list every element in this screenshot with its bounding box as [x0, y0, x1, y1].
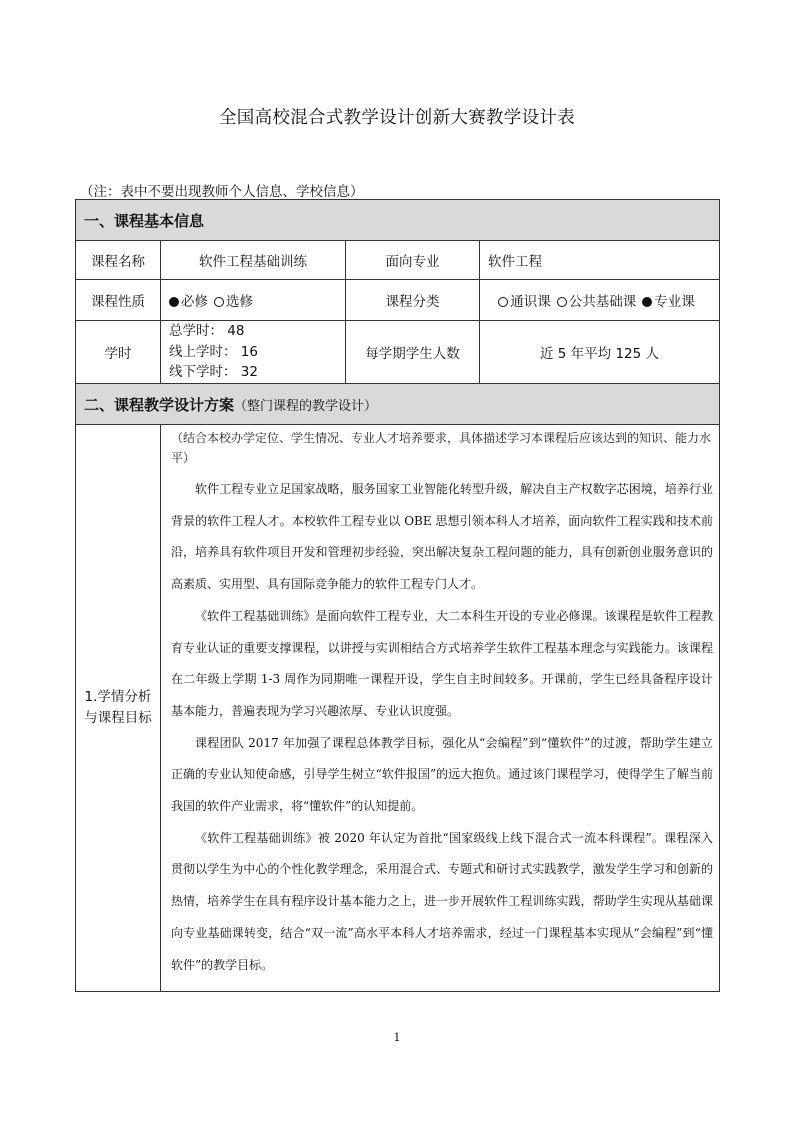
section-design-header [76, 384, 720, 425]
document-title: 全国高校混合式教学设计创新大赛教学设计表 [219, 108, 575, 128]
analysis-paragraph-2: 《软件工程基础训练》是面向软件工程专业，大二本科生开设的专业必修课。该课程是软件工程教育专业认证的重要支撑课程，以讲授与实训相结合方式培养学生软件工程基本理念与实践能力。该课程在二年级上学期 1-3 周作为同期唯一课程开设，学生自主时间较多。开课前，学生已经具备程序设计基本能力，普遍表现为学习兴趣浓厚、专业认识度强。 [171, 608, 714, 718]
section-basic-info-title: 一、课程基本信息 [84, 211, 205, 230]
radio-filled-icon [169, 297, 179, 307]
section-design-subtitle: （整门课程的教学设计） [234, 398, 378, 414]
section-design-title: 二、课程教学设计方案 [84, 395, 235, 414]
major-label: 面向专业 [346, 241, 480, 280]
page-number: 1 [393, 1031, 401, 1044]
analysis-content [161, 425, 720, 992]
section-basic-info-header [76, 200, 720, 241]
major-value: 软件工程 [480, 241, 720, 280]
course-nature-label: 课程性质 [76, 280, 161, 321]
radio-filled-icon [642, 297, 652, 307]
radio-empty-icon [557, 297, 567, 307]
nature-option-elective[interactable]: 选修 [214, 294, 253, 310]
online-hours: 线上学时： 16 [169, 343, 258, 360]
analysis-paragraph-1: 软件工程专业立足国家战略，服务国家工业智能化转型升级，解决自主产权数字芯困境，培养行业背景的软件工程人才。本校软件工程专业以 OBE 思想引领本科人才培养，面向软件工程实践和技术前沿，培养具有软件项目开发和管理初步经验，突出解决复杂工程问题的能力，具有创新创业服务意识的高素质、实用型、具有国际竞争能力的软件工程专门人才。 [171, 482, 714, 592]
design-table [75, 199, 720, 992]
course-category-label: 课程分类 [346, 280, 480, 321]
category-option-general[interactable]: 通识课 [498, 294, 551, 310]
nature-option-required[interactable]: 必修 [169, 294, 208, 310]
students-value: 近 5 年平均 125 人 [480, 321, 720, 384]
analysis-paragraph-4: 《软件工程基础训练》被 2020 年认定为首批“国家级线上线下混合式一流本科课程”。课程深入贯彻以学生为中心的个性化教学理念，采用混合式、专题式和研讨式实践教学，激发学生学习和创新的热情，培养学生在具有程序设计基本能力之上，进一步开展软件工程训练实践，帮助学生实现从基础课向专业基础课转变，结合“双一流”高水平本科人才培养需求，经过一门课程基本实现从“会编程”到“懂软件”的教学目标。 [171, 830, 714, 972]
students-label: 每学期学生人数 [346, 321, 480, 384]
analysis-hint: （结合本校办学定位、学生情况、专业人才培养要求，具体描述学习本课程后应该达到的知识、能力水平） [171, 431, 712, 465]
course-category-options [480, 280, 720, 321]
total-hours: 总学时： 48 [169, 323, 245, 340]
category-option-public-basic[interactable]: 公共基础课 [557, 294, 637, 310]
offline-hours: 线下学时： 32 [169, 364, 258, 381]
course-nature-options [161, 280, 346, 321]
radio-empty-icon [498, 297, 508, 307]
analysis-label: 1.学情分析 与课程目标 [76, 425, 161, 992]
course-name-value: 软件工程基础训练 [161, 241, 346, 280]
hours-values [161, 321, 346, 384]
table-note: （注：表中不要出现教师个人信息、学校信息） [80, 184, 364, 200]
hours-label: 学时 [76, 321, 161, 384]
category-option-major[interactable]: 专业课 [642, 294, 695, 310]
course-name-label: 课程名称 [76, 241, 161, 280]
analysis-paragraph-3: 课程团队 2017 年加强了课程总体教学目标，强化从“会编程”到“懂软件”的过渡，帮助学生建立正确的专业认知使命感，引导学生树立“软件报国”的远大抱负。通过该门课程学习，使得学生了解当前我国的软件产业需求，将“懂软件”的认知提前。 [171, 735, 714, 814]
radio-empty-icon [214, 297, 224, 307]
